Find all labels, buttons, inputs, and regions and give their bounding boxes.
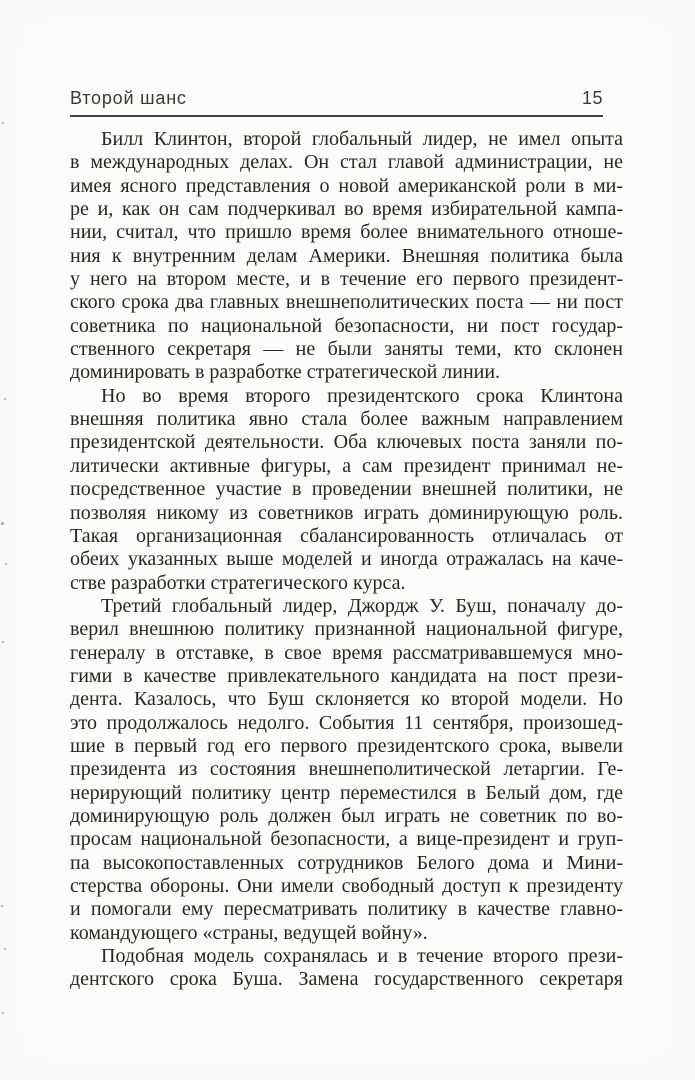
text-line: Третий глобальный лидер, Джордж У. Буш, поначалу до- [101, 594, 623, 617]
text-line: Билл Клинтон, второй глобальный лидер, не имел опыта [101, 128, 623, 150]
scan-speck [2, 1012, 4, 1014]
text-line: позволяя никому из советников играть доминирующую роль. [70, 501, 623, 524]
text-line: советника по национальной безопасности, ни пост государ- [70, 314, 623, 337]
text-line: нии, считал, что пришло время более внимательного отноше- [70, 221, 623, 244]
text-line: имея ясного представления о новой американской роли в ми- [70, 174, 623, 197]
text-line: доминирующую роль должен был играть не советник по во- [70, 804, 623, 827]
running-title: Второй шанс [70, 88, 187, 108]
text-line: в международных делах. Он стал главой администрации, не [70, 151, 623, 174]
scan-speck [2, 122, 4, 124]
text-line: гими в качестве привлекательного кандидата на пост прези- [70, 664, 623, 687]
page-number: 15 [581, 88, 603, 108]
text-line: литически активные фигуры, а сам президент принимал не- [70, 454, 623, 477]
text-line: Но во время второго президентского срока Клинтона [101, 384, 623, 407]
text-line: дентского срока Буша. Замена государственного секретаря [70, 968, 623, 991]
text-line: стве разработки стратегического курса. [70, 571, 406, 594]
text-line: доминировать в разработке стратегической линии. [70, 361, 501, 384]
page-body [70, 128, 623, 992]
text-line: дента. Казалось, что Буш склоняется ко второй модели. Но [70, 688, 623, 711]
text-line: ского срока два главных внешнеполитических поста — ни пост [70, 291, 623, 314]
text-line: ния к внутренним делам Америки. Внешняя политика была [70, 244, 623, 267]
scan-speck [5, 563, 7, 565]
text-line: просам национальной безопасности, а вице-президент и груп- [70, 828, 623, 851]
scan-speck [1, 522, 4, 525]
text-line: стерства обороны. Они имели свободный доступ к президенту [70, 875, 623, 897]
text-line: посредственное участие в проведении внешней политики, не [70, 478, 623, 501]
text-line: ственного секретаря — не были заняты теми, кто склонен [70, 338, 623, 361]
scan-speck [4, 948, 6, 950]
text-line: у него на втором месте, и в течение его первого президент- [70, 268, 623, 291]
scan-speck [4, 398, 6, 400]
text-line: па высокопоставленных сотрудников Белого дома и Мини- [70, 851, 623, 874]
text-line: командующего «страны, ведущей войну». [70, 921, 428, 944]
text-line: нерирующий политику центр переместился в Белый дом, где [70, 781, 623, 804]
text-line: президента из состояния внешнеполитической летаргии. Ге- [70, 758, 623, 781]
text-line: шие в первый год его первого президентского срока, вывели [70, 734, 623, 757]
text-line: и помогали ему пересматривать политику в качестве главно- [70, 898, 623, 921]
text-line: Такая организационная сбалансированность отличалась от [70, 524, 623, 547]
text-line: верил внешнюю политику признанной национальной фигуре, [70, 618, 623, 641]
text-line: президентской деятельности. Оба ключевых поста заняли по- [70, 431, 623, 454]
text-line: обеих указанных выше моделей и иногда отражалась на каче- [70, 548, 623, 571]
text-line: ре и, как он сам подчеркивал во время избирательной кампа- [70, 198, 623, 221]
scan-speck [1, 905, 3, 907]
text-line: генералу в отставке, в свое время рассматривавшемуся мно- [70, 641, 623, 664]
text-line: Подобная модель сохранялась и в течение второго прези- [101, 945, 623, 968]
text-line: это продолжалось недолго. События 11 сентября, произошед- [70, 711, 623, 734]
text-line: внешняя политика явно стала более важным направлением [70, 408, 623, 431]
page-header [70, 88, 603, 117]
scan-speck [2, 641, 4, 643]
